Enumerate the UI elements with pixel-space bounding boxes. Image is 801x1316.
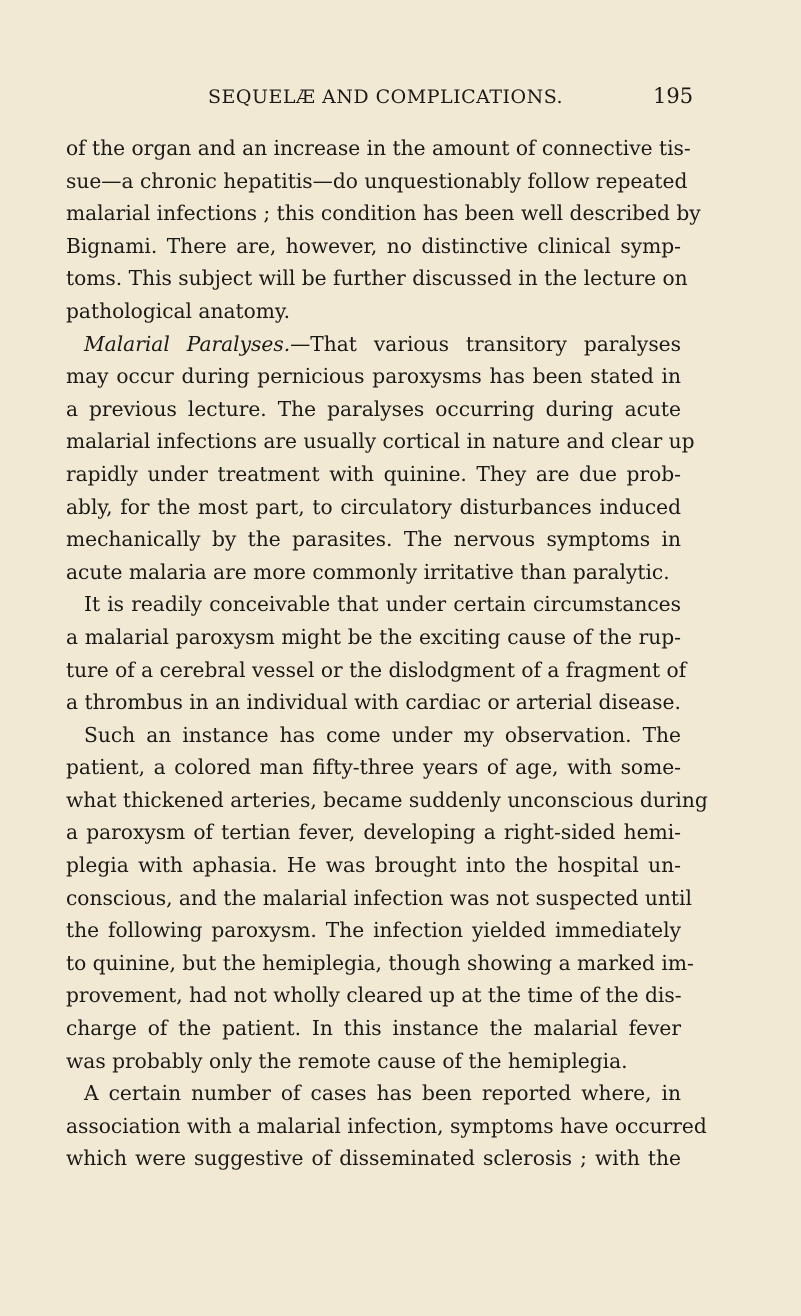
text-line: pathological anatomy. — [66, 298, 291, 323]
paragraph-conceivable — [66, 588, 687, 718]
text-line: plegia with aphasia. He was brought into the hospital un- — [66, 853, 681, 878]
text-line: association with a malarial infection, symptoms have occurred — [66, 1113, 707, 1138]
paragraph-disseminated-sclerosis — [66, 1077, 707, 1175]
text-line: which were suggestive of disseminated sclerosis ; with the — [66, 1146, 681, 1171]
text-line: sue—a chronic hepatitis—do unquestionably follow repeated — [66, 168, 688, 193]
text-line: was probably only the remote cause of the hemiplegia. — [66, 1048, 628, 1073]
text-line: Bignami. There are, however, no distinctive clinical symp- — [66, 233, 681, 258]
text-line: ably, for the most part, to circulatory disturbances induced — [66, 494, 681, 519]
text-line: a paroxysm of tertian fever, developing a right-sided hemi- — [66, 820, 681, 845]
text-line: patient, a colored man fifty-three years of age, with some- — [66, 755, 681, 780]
text-line: toms. This subject will be further discussed in the lecture on — [66, 266, 688, 291]
text-line: to quinine, but the hemiplegia, though showing a marked im- — [66, 950, 694, 975]
paragraph-case-report — [66, 719, 708, 1078]
text-line: of the organ and an increase in the amount of connective tis- — [66, 136, 691, 160]
running-head — [0, 86, 801, 118]
text-line: mechanically by the parasites. The nervous symptoms in — [66, 527, 681, 552]
text-line: A certain number of cases has been reported where, in — [84, 1081, 681, 1106]
text-line: a previous lecture. The paralyses occurring during acute — [66, 396, 681, 421]
section-heading-rest: —That various transitory paralyses — [290, 331, 681, 356]
paragraph-hepatitis — [66, 132, 701, 328]
text-line: acute malaria are more commonly irritative than paralytic. — [66, 559, 670, 584]
text-line: provement, had not wholly cleared up at the time of the dis- — [66, 983, 682, 1008]
text-line: malarial infections ; this condition has been well described by — [66, 201, 701, 226]
text-line: It is readily conceivable that under certain circumstances — [84, 592, 681, 617]
text-line: a thrombus in an individual with cardiac or arterial disease. — [66, 690, 681, 715]
text-line: what thickened arteries, became suddenly unconscious during — [66, 787, 708, 812]
section-heading: Malarial Paralyses. — [84, 331, 291, 356]
text-line: ture of a cerebral vessel or the dislodgment of a fragment of — [66, 657, 687, 682]
text-line: rapidly under treatment with quinine. They are due prob- — [66, 461, 681, 486]
text-line: a malarial paroxysm might be the exciting cause of the rup- — [66, 624, 681, 649]
running-title: SEQUELÆ AND COMPLICATIONS. — [208, 86, 564, 108]
text-line: charge of the patient. In this instance the malarial fever — [66, 1016, 681, 1041]
text-line: conscious, and the malarial infection was not suspected until — [66, 885, 692, 910]
section-heading-line — [66, 328, 681, 361]
paragraph-malarial-paralyses — [66, 328, 695, 589]
text-line: Such an instance has come under my observation. The — [84, 722, 681, 747]
text-line: malarial infections are usually cortical in nature and clear up — [66, 429, 695, 454]
page-number: 195 — [653, 84, 694, 108]
body-text — [66, 132, 708, 1175]
text-line: may occur during pernicious paroxysms has been stated in — [66, 364, 681, 389]
text-line: the following paroxysm. The infection yielded immediately — [66, 918, 681, 943]
